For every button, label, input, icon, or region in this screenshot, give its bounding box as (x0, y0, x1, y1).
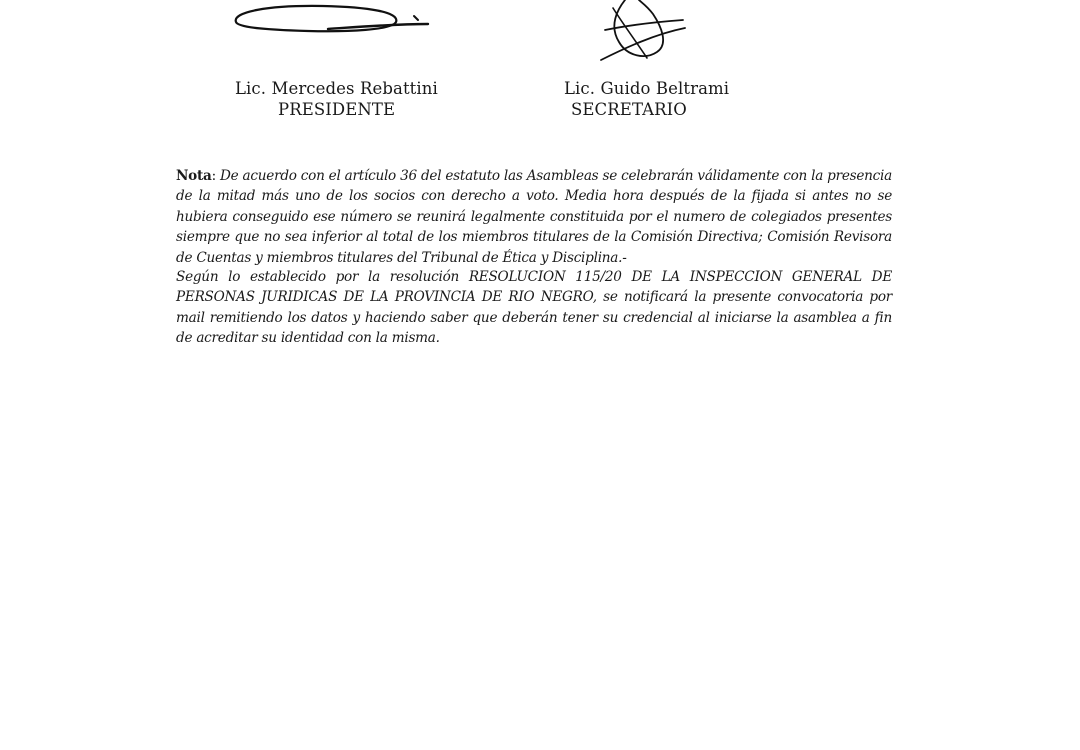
secretary-signature (595, 0, 690, 66)
president-name: Lic. Mercedes Rebattini (235, 79, 438, 98)
resolution-paragraph: Según lo establecido por la resolución RESOLUCION 115/20 DE LA INSPECCION GENERAL DE PERSONAS JURIDICAS DE LA PROVINCIA DE RIO NEGRO, se notificará la presente convocatoria por mail remitiendo los datos y haciendo saber que deberán tener su credencial al iniciarse la asamblea a fin de acreditar su identidad con la misma. (176, 269, 892, 347)
president-signature (228, 0, 438, 36)
nota-text: De acuerdo con el artículo 36 del estatuto las Asambleas se celebrarán válidamente con la presencia de la mitad más uno de los socios con derecho a voto. Media hora después de la fijada si antes no se hubiera conseguido ese número se reunirá legalmente constituida por el numero de colegiados presentes siempre que no sea inferior al total de los miembros titulares de la Comisión Directiva; Comisión Revisora de Cuentas y miembros titulares del Tribunal de Ética y Disciplina.- (176, 168, 892, 266)
secretary-name: Lic. Guido Beltrami (564, 79, 730, 98)
secretary-title: SECRETARIO (571, 100, 687, 119)
president-title: PRESIDENTE (278, 100, 396, 119)
nota-label: Nota (176, 168, 212, 184)
nota-paragraph (176, 166, 892, 268)
nota-colon: : (211, 168, 216, 184)
